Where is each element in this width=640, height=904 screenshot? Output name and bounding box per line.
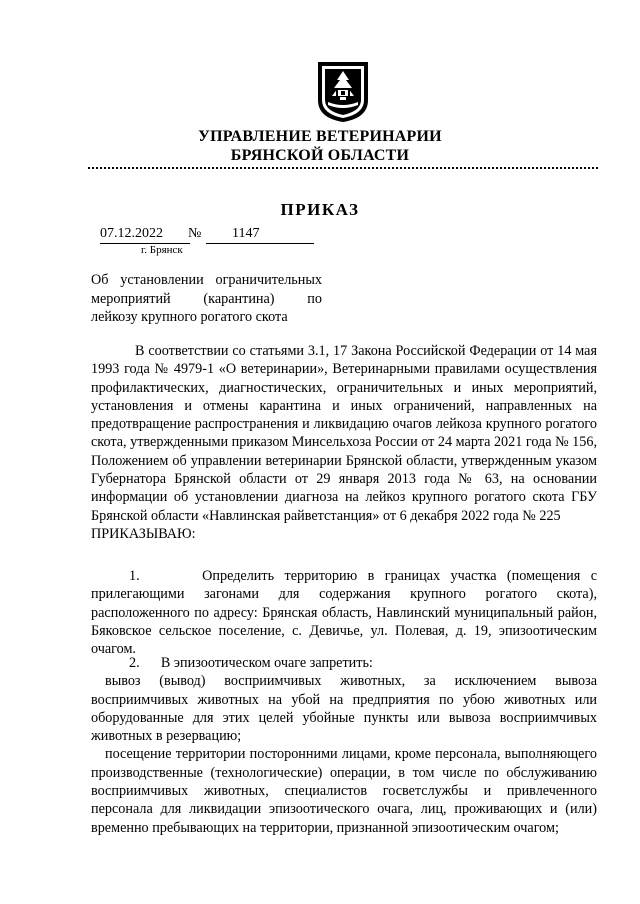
document-title: ПРИКАЗ — [280, 200, 360, 219]
subject-line: Об установлении ограничительных — [91, 272, 322, 288]
subject-line: мероприятий (карантина) по — [91, 290, 322, 307]
subject-line: лейкозу крупного рогатого скота — [91, 309, 288, 325]
order-date: 07.12.2022 — [100, 226, 190, 244]
preamble-paragraph: В соответствии со статьями 3.1, 17 Закона Российской Федерации от 14 мая 1993 года № 4979-1 «О ветеринарии», Ветеринарными правилами осуществления профилактических, диагностических, ограничительных и иных мероприятий, установления и отмены карантина и иных ограничений, направленных на предотвращение распространения и ликвидацию очагов лейкоза крупного рогатого скота, утвержденными приказом Минсельхоза России от 24 марта 2021 года № 156, Положением об управлении ветеринарии Брянской области, утвержденным указом Губернатора Брянской области от 29 января 2013 года № 63, на основании информации об установлении диагноза на лейкоз крупного рогатого скота ГБУ Брянской области «Навлинская райветстанция» от 6 декабря 2022 года № 225 — [91, 343, 597, 524]
org-name-line1: УПРАВЛЕНИЕ ВЕТЕРИНАРИИ — [198, 128, 442, 145]
order-number: 1147 — [206, 226, 314, 244]
order-subject — [91, 271, 322, 327]
item-2-block — [91, 654, 597, 837]
order-word: ПРИКАЗЫВАЮ: — [91, 525, 196, 542]
order-item-2: 2. В эпизоотическом очаге запретить: — [129, 655, 373, 671]
order-item-2-clause-b: посещение территории посторонними лицами, кроме персонала, выполняющего производственные (технологические) операции, в том числе по обслуживанию восприимчивых животных, специалистов госветслужбы и привлеченного персонала для ликвидации эпизоотического очага, лиц, проживающих и (или) временно пребывающих на территории, признанной эпизоотическим очагом; — [91, 746, 597, 836]
bryansk-coat-of-arms-icon — [316, 60, 370, 124]
item-1-block — [91, 567, 597, 658]
header-divider — [88, 167, 598, 169]
org-name-line2: БРЯНСКОЙ ОБЛАСТИ — [230, 147, 410, 164]
order-item-1: 1. Определить территорию в границах участка (помещения с прилегающими загонами для содержания крупного рогатого скота), расположенного по адресу: Брянская область, Навлинский муниципальный район, Бяковское сельское поселение, с. Девичье, ул. Полевая, д. 19, эпизоотическим очагом. — [91, 568, 597, 658]
order-item-2-clause-a: вывоз (вывод) восприимчивых животных, за исключением вывоза восприимчивых животных на убой на предприятия по убою животных или оборудованные для этих целей убойные пункты или вывоза восприимчивых животных в резервацию; — [91, 673, 597, 745]
order-number-label: № — [188, 226, 202, 241]
order-city: г. Брянск — [141, 244, 183, 256]
preamble-block — [91, 342, 597, 543]
